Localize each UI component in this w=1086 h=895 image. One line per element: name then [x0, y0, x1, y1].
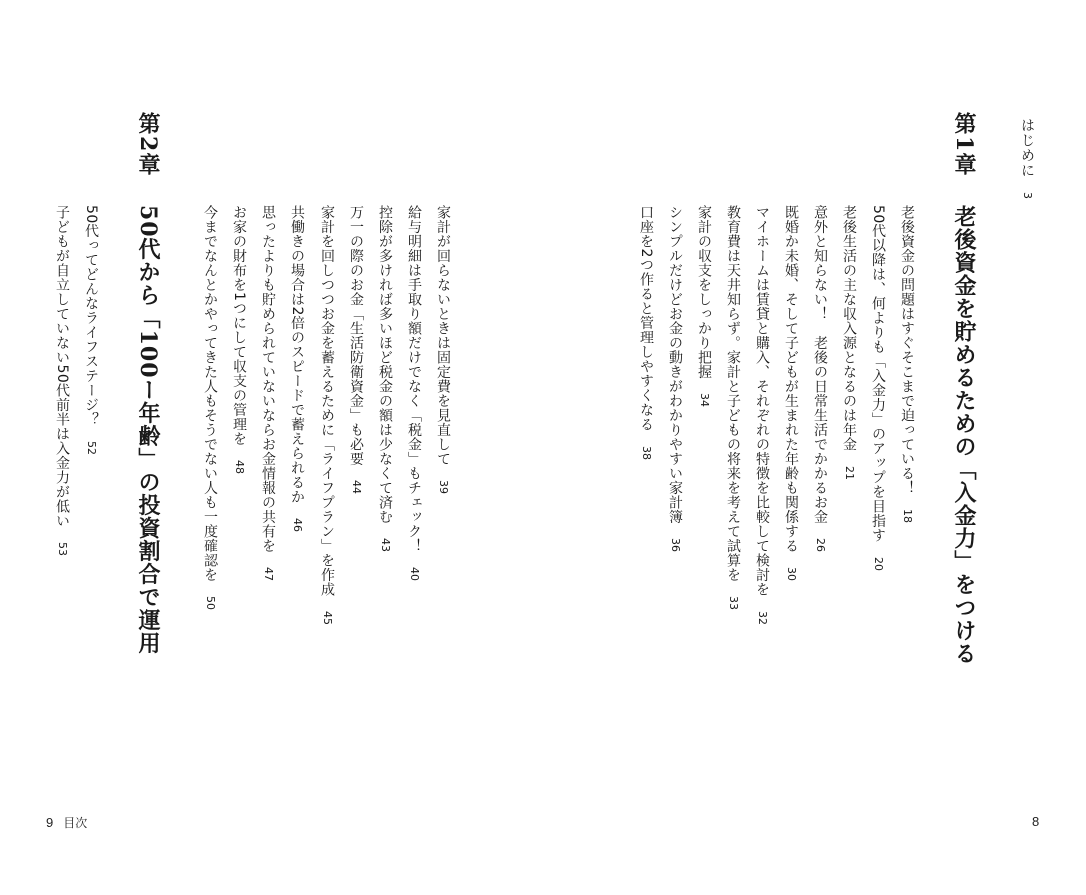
toc-entry: お家の財布を1つにして収支の管理を48: [231, 205, 247, 475]
toc-entry: 給与明細は手取り額だけでなく「税金」もチェック！40: [406, 205, 422, 581]
toc-entry: 50代以降は、何よりも「入金力」のアップを目指す20: [870, 205, 886, 571]
toc-page-number: 47: [262, 567, 275, 581]
section-name: 目次: [63, 816, 88, 830]
toc-page-number: 44: [350, 480, 363, 494]
toc-entry: マイホームは賃貸と購入、それぞれの特徴を比較して検討を32: [754, 205, 770, 625]
toc-intro: [1020, 118, 1034, 199]
toc-page-number: 38: [640, 445, 653, 460]
toc-entry: 共働きの場合は2倍のスピードで蓄えられるか46: [289, 205, 305, 533]
toc-page-number: 32: [756, 610, 769, 625]
toc-page-number: 46: [291, 518, 304, 533]
page-footer-left: [46, 814, 87, 831]
toc-page-number: 36: [669, 538, 682, 552]
right-page: [543, 0, 1086, 895]
toc-page-number: 18: [901, 509, 914, 523]
page-number-left: 9: [46, 815, 54, 830]
toc-entry: 教育費は天井知らず。家計と子どもの将来を考えて試算を33: [725, 205, 741, 610]
toc-page-number: 34: [698, 393, 711, 407]
toc-page-number: 45: [321, 610, 334, 625]
toc-entry: 今までなんとかやってきた人もそうでない人も一度確認を50: [202, 205, 218, 610]
toc-entry: 控除が多ければ多いほど税金の額は少なくて済む43: [377, 205, 393, 552]
toc-entry: 老後生活の主な収入源となるのは年金21: [841, 205, 857, 480]
toc-page-number: 21: [843, 465, 856, 480]
toc-entry: 口座を2つ作ると管理しやすくなる38: [638, 205, 654, 460]
toc-entry: シンプルだけどお金の動きがわかりやすい家計簿36: [667, 205, 683, 552]
chapter2-label: 第2章: [135, 112, 161, 178]
intro-page-number: 3: [1021, 192, 1034, 199]
toc-page-number: 40: [408, 567, 421, 581]
chapter2-title: 50代から「100ー年齢」の投資割合で運用: [135, 205, 161, 655]
toc-entry: 意外と知らない！ 老後の日常生活でかかるお金26: [812, 205, 828, 552]
toc-page-number: 50: [204, 596, 217, 610]
chapter1-title: 老後資金を貯めるための「入金力」をつける: [951, 205, 977, 665]
toc-page-number: 30: [785, 567, 798, 581]
toc-page-number: 48: [233, 460, 246, 475]
toc-entry: 子どもが自立していない50代前半は入金力が低い53: [54, 205, 70, 557]
intro-label: はじめに: [1019, 118, 1035, 178]
toc-page-number: 52: [85, 440, 98, 455]
toc-page-number: 20: [872, 556, 885, 571]
chapter1-label: 第1章: [951, 112, 977, 178]
toc-entry: 家計の収支をしっかり把握34: [696, 205, 712, 407]
toc-page-number: 43: [379, 538, 392, 552]
toc-entry: 思ったよりも貯められていないならお金情報の共有を47: [260, 205, 276, 581]
toc-page-number: 33: [727, 596, 740, 610]
toc-entry: 万一の際のお金「生活防衛資金」も必要44: [348, 205, 364, 494]
toc-page-number: 26: [814, 538, 827, 552]
toc-entry: 既婚か未婚、そして子どもが生まれた年齢も関係する30: [783, 205, 799, 581]
toc-entry: 家計が回らないときは固定費を見直して39: [435, 205, 451, 494]
toc-entry: 老後資金の問題はすぐそこまで迫っている！18: [899, 205, 915, 523]
toc-entry: 50代ってどんなライフステージ？52: [83, 205, 99, 455]
toc-page-number: 39: [437, 480, 450, 494]
toc-entry: 家計を回しつつお金を蓄えるために「ライフプラン」を作成45: [319, 205, 335, 625]
toc-page-number: 53: [56, 542, 69, 557]
page-number-right: 8: [1032, 814, 1040, 829]
